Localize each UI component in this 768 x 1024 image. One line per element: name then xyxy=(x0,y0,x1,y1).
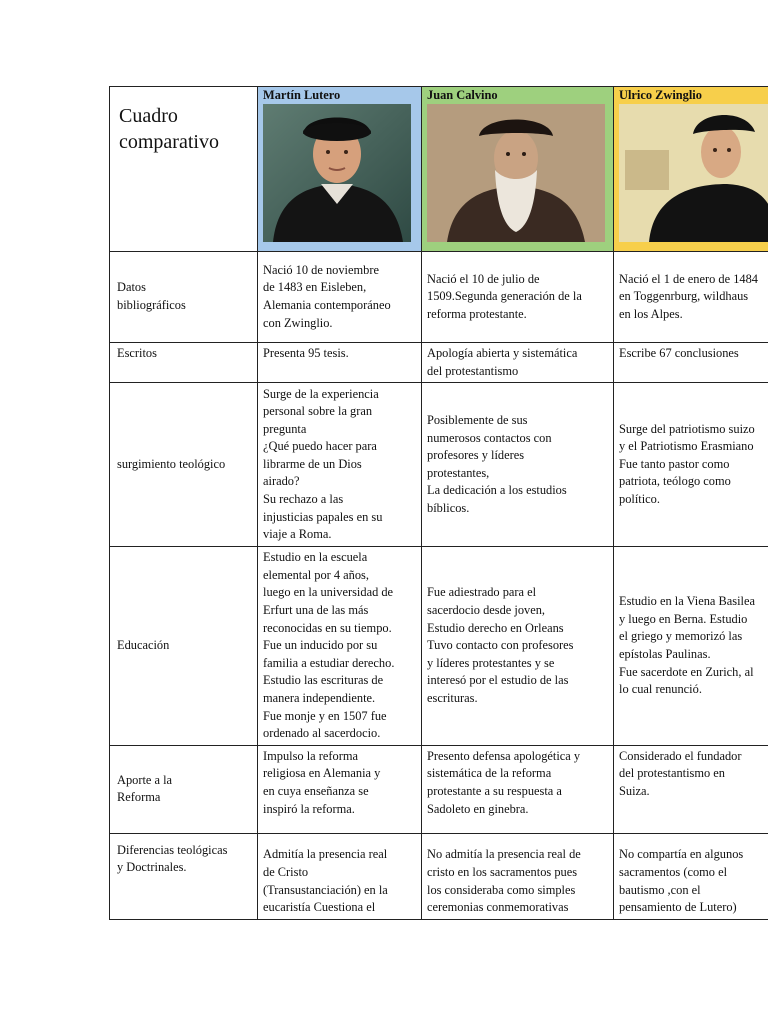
row-label: Aporte a la Reforma xyxy=(110,745,258,833)
row-label: Datos bibliográficos xyxy=(110,252,258,343)
table-cell: No compartía en algunos sacramentos (como el bautismo ,con el pensamiento de Lutero) xyxy=(614,833,768,919)
table-cell: Nació 10 de noviembre de 1483 en Eisleben, Alemania contemporáneo con Zwinglio. xyxy=(258,252,422,343)
table-cell: Posiblemente de sus numerosos contactos con profesores y líderes protestantes, La dedicación a los estudios bíblicos. xyxy=(422,383,614,547)
table-cell: Apología abierta y sistemática del protestantismo xyxy=(422,343,614,383)
column-name-calvin: Juan Calvino xyxy=(427,88,498,102)
column-header-calvin xyxy=(422,87,614,252)
martin-luther-portrait xyxy=(263,104,411,242)
ulrich-zwingli-portrait xyxy=(619,104,768,242)
table-cell: Surge del patriotismo suizo y el Patriotismo Erasmiano Fue tanto pastor como patriota, teólogo como político. xyxy=(614,383,768,547)
table-cell: Escribe 67 conclusiones xyxy=(614,343,768,383)
table-cell: Fue adiestrado para el sacerdocio desde joven, Estudio derecho en Orleans Tuvo contacto con profesores y líderes protestantes y se interesó por el estudio de las escrituras. xyxy=(422,547,614,746)
table-row xyxy=(110,833,768,919)
row-label: Diferencias teológicas y Doctrinales. xyxy=(110,833,258,919)
table-cell: Presento defensa apologética y sistemática de la reforma protestante a su respuesta a Sadoleto en ginebra. xyxy=(422,745,614,833)
table-row xyxy=(110,383,768,547)
table-cell: Surge de la experiencia personal sobre la gran pregunta ¿Qué puedo hacer para librarme de un Dios airado? Su rechazo a las injusticias papales en su viaje a Roma. xyxy=(258,383,422,547)
table-cell: Impulso la reforma religiosa en Alemania y en cuya enseñanza se inspiró la reforma. xyxy=(258,745,422,833)
comparison-table xyxy=(109,86,768,920)
row-label: Escritos xyxy=(110,343,258,383)
table-title: Cuadro comparativo xyxy=(119,105,219,153)
table-row xyxy=(110,252,768,343)
table-row xyxy=(110,547,768,746)
martin-luther-portrait-drawing xyxy=(263,104,411,242)
comparison-sheet xyxy=(109,86,768,920)
column-header-luther xyxy=(258,87,422,252)
table-cell: Considerado el fundador del protestantismo en Suiza. xyxy=(614,745,768,833)
john-calvin-portrait xyxy=(427,104,605,242)
table-cell: Admitía la presencia real de Cristo (Transustanciación) en la eucaristía Cuestiona el xyxy=(258,833,422,919)
table-cell: No admitía la presencia real de cristo en los sacramentos pues los consideraba como simples ceremonias conmemorativas xyxy=(422,833,614,919)
ulrich-zwingli-portrait-drawing xyxy=(619,104,768,242)
row-label: surgimiento teológico xyxy=(110,383,258,547)
table-cell: Estudio en la escuela elemental por 4 años, luego en la universidad de Erfurt una de las más reconocidas en su tiempo. Fue un inducido por su familia a estudiar derecho. Estudio las escrituras de manera independiente. Fue monje y en 1507 fue ordenado al sacerdocio. xyxy=(258,547,422,746)
table-cell: Nació el 10 de julio de 1509.Segunda generación de la reforma protestante. xyxy=(422,252,614,343)
table-row xyxy=(110,745,768,833)
table-row xyxy=(110,343,768,383)
john-calvin-portrait-drawing xyxy=(427,104,605,242)
row-label: Educación xyxy=(110,547,258,746)
header-row xyxy=(110,87,768,252)
table-cell: Presenta 95 tesis. xyxy=(258,343,422,383)
title-cell xyxy=(110,87,258,252)
table-cell: Nació el 1 de enero de 1484 en Toggenrburg, wildhaus en los Alpes. xyxy=(614,252,768,343)
column-name-zwingli: Ulrico Zwinglio xyxy=(619,88,702,102)
table-cell: Estudio en la Viena Basilea y luego en Berna. Estudio el griego y memorizó las epístolas Paulinas. Fue sacerdote en Zurich, al lo cual renunció. xyxy=(614,547,768,746)
column-header-zwingli xyxy=(614,87,768,252)
column-name-luther: Martín Lutero xyxy=(263,88,341,102)
